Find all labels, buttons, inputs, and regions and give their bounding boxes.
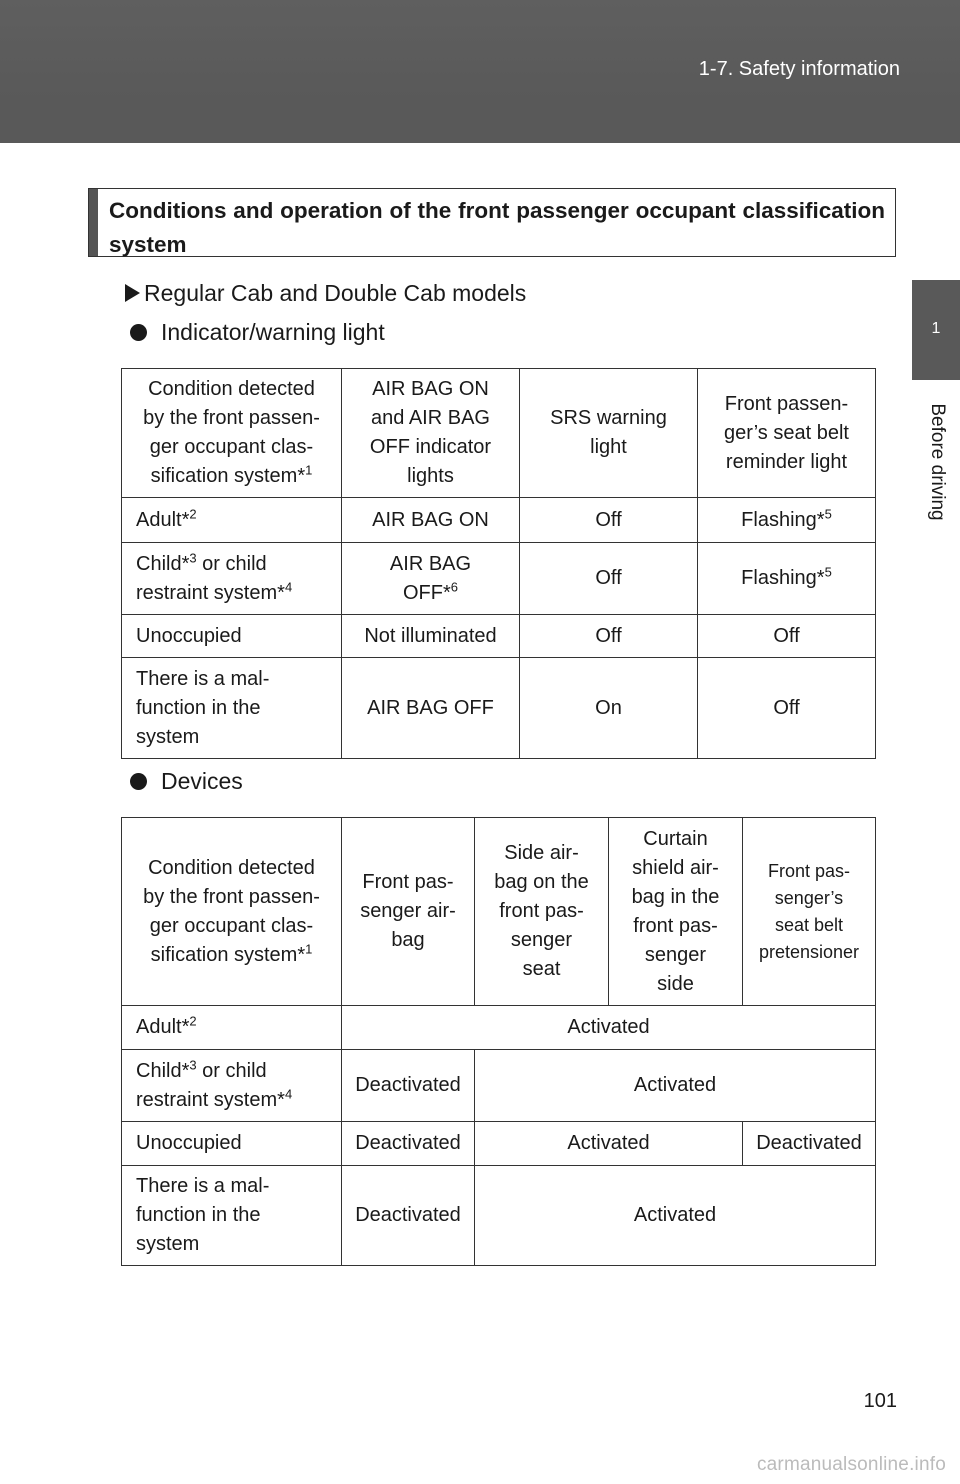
devices-heading-text: Devices <box>161 768 243 794</box>
table-cell: Deactivated <box>743 1122 876 1166</box>
header-cell: AIR BAG ON and AIR BAG OFF indicator lights <box>342 369 520 498</box>
table-cell <box>698 543 876 615</box>
footnote-text: Child*$^3$ or child <box>136 1056 267 1082</box>
table-row <box>122 1122 876 1166</box>
table-cell: Activated <box>342 1006 876 1050</box>
models-heading <box>125 280 526 307</box>
table-cell: Off <box>698 615 876 658</box>
header-cell: SRS warning light <box>520 369 698 498</box>
table-cell: AIR BAG ON <box>342 498 520 543</box>
header-cell: Front pas- senger air- bag <box>342 818 475 1006</box>
chapter-tab <box>912 280 960 380</box>
footnote-text: Adult*$^2$ <box>136 1013 197 1038</box>
table-cell: Activated <box>475 1122 743 1166</box>
footnote-text: sification system*$^1$ <box>150 940 313 966</box>
table-cell: Off <box>520 543 698 615</box>
footnote-text: restraint system*$^4$ <box>136 578 293 604</box>
table-row <box>122 615 876 658</box>
table-row <box>122 1006 876 1050</box>
section-title: Conditions and operation of the front passenger occupant classification system <box>109 198 885 257</box>
header-cell: Front pas- senger’s seat belt pretensioner <box>743 818 876 1006</box>
page-number: 101 <box>863 1390 897 1412</box>
section-title-box <box>88 188 896 257</box>
circle-bullet-icon <box>130 773 147 790</box>
indicator-heading <box>130 319 385 346</box>
footnote-text: Flashing*$^5$ <box>741 505 832 531</box>
footnote-text: Child*$^3$ or child <box>136 549 267 575</box>
table-cell: Off <box>698 658 876 759</box>
condition-cell <box>122 1050 342 1122</box>
devices-table <box>121 817 876 1266</box>
devices-header-row <box>122 818 876 1006</box>
condition-cell: There is a mal- function in the system <box>122 1166 342 1266</box>
condition-cell <box>122 1006 342 1050</box>
table-cell: Off <box>520 498 698 543</box>
section-label: 1-7. Safety information <box>698 58 900 80</box>
footnote-text: restraint system*$^4$ <box>136 1085 293 1111</box>
condition-cell: Unoccupied <box>122 1122 342 1166</box>
table-cell: Off <box>520 615 698 658</box>
circle-bullet-icon <box>130 324 147 341</box>
indicator-table <box>121 368 876 759</box>
condition-cell: Unoccupied <box>122 615 342 658</box>
chapter-number: 1 <box>931 320 941 337</box>
table-cell: Activated <box>475 1050 876 1122</box>
indicator-heading-text: Indicator/warning light <box>161 319 385 345</box>
footnote-text: sification system*$^1$ <box>150 462 313 487</box>
condition-cell <box>122 543 342 615</box>
header-band-highlight <box>0 0 960 100</box>
table-cell: Activated <box>475 1166 876 1266</box>
table-cell: AIR BAG OFF <box>342 658 520 759</box>
models-heading-text: Regular Cab and Double Cab models <box>144 280 527 306</box>
footnote-text: Flashing*$^5$ <box>741 564 832 589</box>
header-cell: Front passen- ger’s seat belt reminder light <box>698 369 876 498</box>
table-cell: Not illuminated <box>342 615 520 658</box>
triangle-bullet-icon <box>125 284 140 302</box>
footnote-text: Adult*$^2$ <box>136 505 197 531</box>
header-cell: Condition detected by the front passen- ger occupant clas- sification system*$^1$ <box>122 369 342 498</box>
header-band <box>0 0 960 143</box>
footnote-text: OFF*$^6$ <box>402 578 459 604</box>
table-cell: AIR BAG OFF*$^6$ <box>342 543 520 615</box>
table-row <box>122 1050 876 1122</box>
condition-cell <box>122 498 342 543</box>
header-cell: Curtain shield air- bag in the front pas- senger side <box>609 818 743 1006</box>
table-cell: On <box>520 658 698 759</box>
devices-heading <box>130 768 243 795</box>
header-cell: Condition detected by the front passen- ger occupant clas- sification system*$^1$ <box>122 818 342 1006</box>
table-row <box>122 1166 876 1266</box>
table-cell <box>698 498 876 543</box>
chapter-label: Before driving <box>927 403 948 521</box>
watermark: carmanualsonline.info <box>756 1454 946 1475</box>
table-row <box>122 498 876 543</box>
condition-cell: There is a mal- function in the system <box>122 658 342 759</box>
table-cell: Deactivated <box>342 1122 475 1166</box>
title-accent-bar <box>89 189 98 256</box>
indicator-header-row <box>122 369 876 498</box>
table-row <box>122 658 876 759</box>
table-row <box>122 543 876 615</box>
table-cell: Deactivated <box>342 1050 475 1122</box>
table-cell: Deactivated <box>342 1166 475 1266</box>
header-cell: Side air- bag on the front pas- senger seat <box>475 818 609 1006</box>
